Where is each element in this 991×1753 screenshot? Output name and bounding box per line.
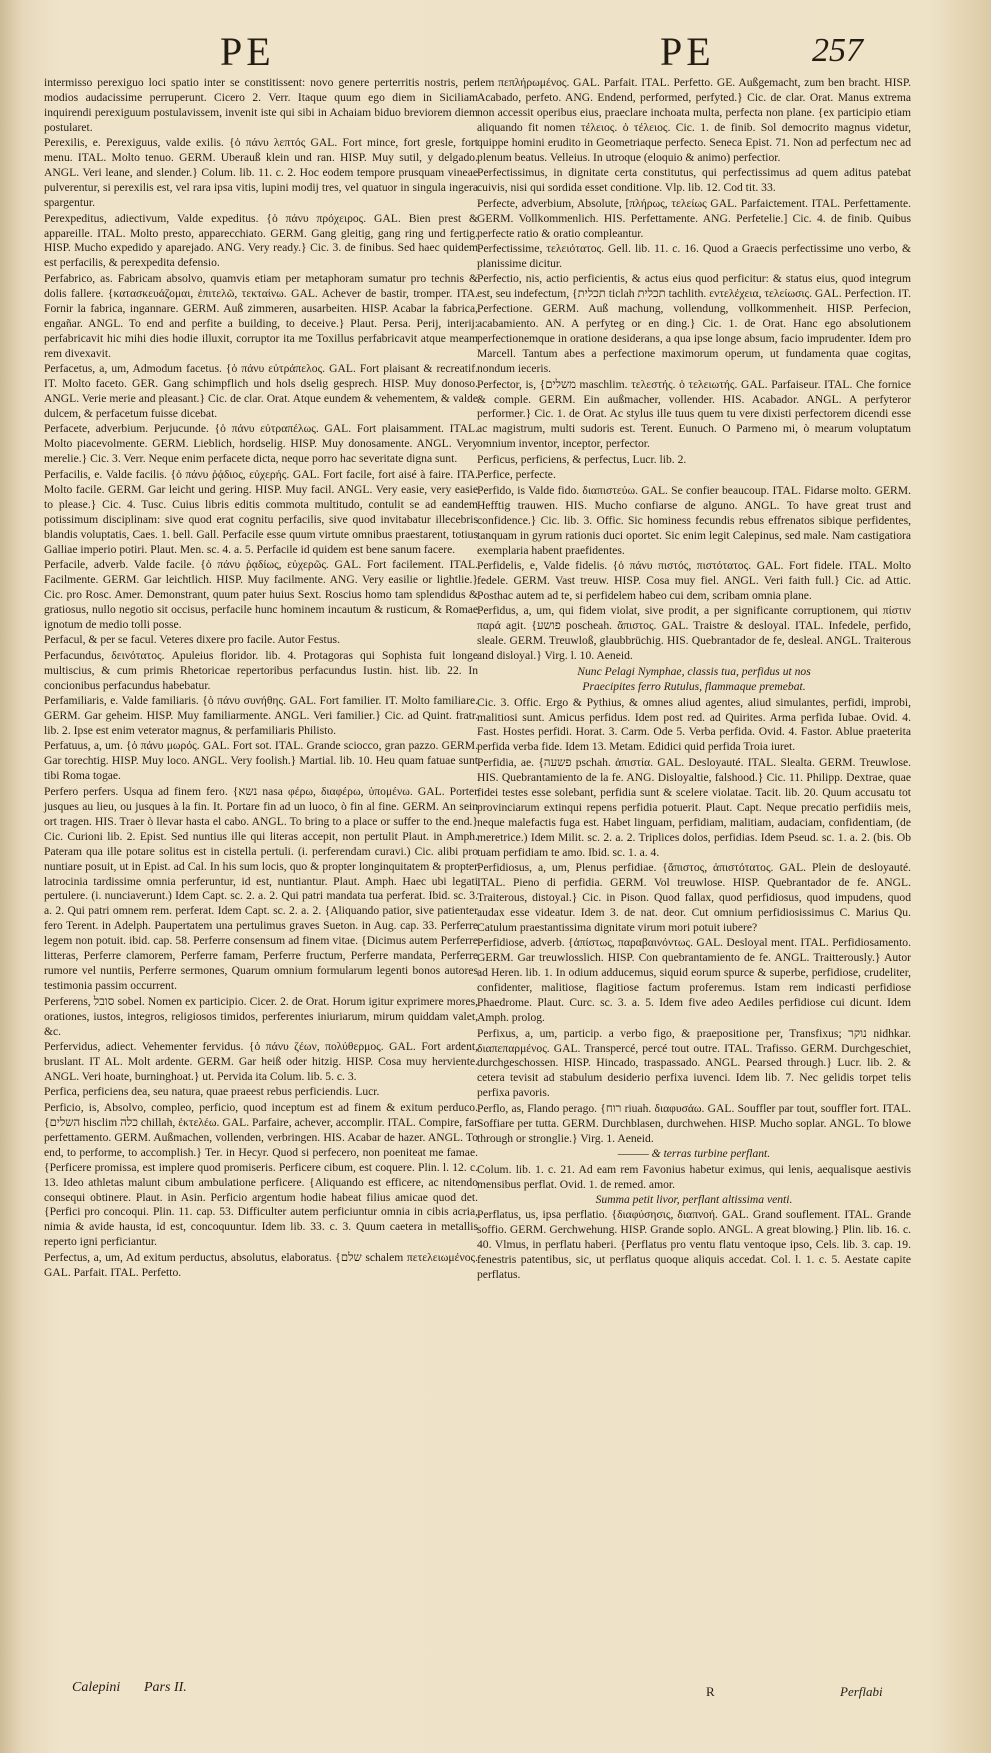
entry-perfectissime: Perfectissime, τελειότατος. Gell. lib. 11. c. 16. Quod a Graecis perfectissime uno verbo, & planissime dicitur. [477, 241, 911, 270]
verse-line: ——— & terras turbine perflant. [617, 1147, 771, 1161]
entry-perfacetus: Perfacetus, a, um, Admodum facetus. {ὁ πάνυ εὐτράπελος. GAL. Fort plaisant & recreatif. IT. Molto faceto. GER. Gang schimpflich und hols dselig gesprech. HISP. Muy donoso. ANGL. Verie merie and pleasant.} Cic. de clar. Orat. Atque eundem & vehementem, & valde dulcem, & perfacetum fuisse dicebat. [44, 362, 478, 420]
entry-perexilis: Perexilis, e. Perexiguus, valde exilis. {ὁ πάνυ λεπτός GAL. Fort mince, fort gresle, fort menu. ITAL. Molto tenuo. GERM. Uberauß klein und ran. HISP. Muy sutil, y delgado. ANGL. Veri leane, and slender.} Colum. lib. 11. c. 2. Hoc eodem tempore prusquam vineae pulverentur, si perexilis est, vel rara ipsa vitis, lupini modij tres, vel quatuor in singula ingera spargentur. [44, 136, 478, 210]
entry-perfectio: Perfectio, nis, actio perficientis, & actus eius quod perficitur: & status eius, quod integrum est, seu indefectum, {תכלית ticlah תכלית tachlith. εντελέχεια, τελείωσις. GAL. Perfection. IT. Perfectione. GERM. Auß machung, vollendung, vollkommenheit. HISP. Perfecion, acabamiento. AN. A perfyteg or en ding.} Cic. 1. de Orat. Hanc ego absolutionem perfectionemque in oratione desiderans, a qua ipse longe absum, facio imprudenter. Idem pro Marcell. Tantum abes a perfectione maximorum operum, ut fundamenta quae cogitas, nondum ieceris. [477, 272, 911, 376]
entry-perflo-citations: Colum. lib. 1. c. 21. Ad eam rem Favonius habetur eximus, qui lenis, aequalisque aestivis mensibus perflat. Ovid. 1. de remed. amor. [477, 1162, 911, 1191]
entry-perfido: Perfido, is Valde fido. διαπιστεύω. GAL. Se confier beaucoup. ITAL. Fidarse molto. GERM. Hefftig trauwen. HIS. Mucho confiarse de alguno. ANGL. To have great trust and confidence.} Cic. lib. 3. Offic. Sic hominess fecundis rebus effrenatos sibique perfidentes, tanquam in gyrum rationis duci oportet. Sic enim legit Calepinus, sed male. Nam castigatiora exemplaria habent praefidentes. [477, 483, 911, 557]
page-footer [44, 1680, 478, 1704]
entry-perfidelis: Perfidelis, e, Valde fidelis. {ὁ πάνυ πιστός, πιστότατος. GAL. Fort fidele. ITAL. Molto fedele. GERM. Vast treuw. HISP. Cosa muy fiel. ANGL. Veri faith full.} Cic. ad Attic. Posthac autem ad te, si perfidelem habeo cui dem, scribam omnia plane. [477, 559, 911, 602]
entry-perfacul: Perfacul, & per se facul. Veteres dixere pro facile. Autor Festus. [44, 633, 340, 647]
part-label: Pars II. [144, 1680, 187, 1695]
page-number: 257 [812, 32, 863, 69]
header-left: PE [220, 29, 275, 74]
entry-perfabrico: Perfabrico, as. Fabricam absolvo, quamvis etiam per metaphoram sumatur pro technis & dolis fallere. {κατασκευάζομαι, ἐπιτελῶ, τεκταίνω. GAL. Achever de bastir, tromper. ITA. Fornir la fabrica, ingannare. GERM. Auß zimmeren, ausarbeiten. HISP. Acabar la fabrica, engañar. ANGL. To end and perfite a building, to deceive.} Plaut. Persa. Perij, interij: perfabricavit hic mihi dies hodie illuxit, corruptor ita me Toxillus perfabricavit atque meam rem divexavit. [44, 271, 478, 360]
header-right: PE [660, 29, 715, 74]
entry-perfacilis: Perfacilis, e. Valde facilis. {ὁ πάνυ ῥᾴδιος, εὐχερής. GAL. Fort facile, fort aisé à faire. ITA. Molto facile. GERM. Gar leicht und gering. HISP. Muy facil. ANGL. Very easie, very easie to please.} Cic. 4. Tusc. Cuius libris editis commota multitudo, contulit se ad eandem potissimum disciplinam: sive quod erat cognitu perfacilis, sive quod invitabatur illecebris blandis voluptatis, Caes. 1. bell. Gall. Perfacile esse quum virtute omnibus praestarent, totius Galliae imperio potiri. Plaut. Men. sc. 4. a. 5. Perfacile id quidem est bene sanum facere. [44, 467, 478, 556]
entry-perfero: Perfero perfers. Usqua ad finem fero. {נשא nasa φέρω, διαφέρω, ὑπομένω. GAL. Porter jusques au lieu, ou jusques à la fin. It. Portare fin ad un luoco, ò fin al fine. GERM. An sein ort tragen. HIS. Traer ò llevar hasta el cabo. ANGL. To bring to a place or suffer to the end.} Cic. Curioni lib. 2. Epist. Sed nuntius ille qui literas accepit, non pertulit Plaut. in Amph. Pateram qua ille potare solitus est in cistella pertuli. (i. perferendam curavi.) Cic. alibi pro nuntiare posuit, ut in Epist. ad Cal. In his sum locis, quo & propter longinquitatem & propter latrocinia tardissime omnia perferuntur, id est, nuntiantur. Plaut. Amph. Haec ubi legati pertulere. (i. nunciaverunt.) Idem Capt. sc. 2. a. 2. Qui patri mandata tua perferat. Ibid. sc. 3. a. 2. Qui patri omnem rem. perferat. Idem Capt. sc. 2. a. 2. {Aliquando patior, sive patienter fero Terent. in Adelph. Paupertatem una pertulimus graves Sueton. in Aug. cap. 33. Perferre legem non potuit. ibid. cap. 58. Perferre consensum ad finem vitae. {Dicimus autem Perferre litteras, Perferre clamorem, Perferre famam, Perferre fructum, Perferre mandata, Perferre rumore vel nuntiis, Perferre sermones, Quarum omnium formularum legenti bonos autores testimonia passim occurrent. [44, 784, 478, 993]
entry-perfacete: Perfacete, adverbium. Perjucunde. {ὁ πάνυ εὐτραπέλως. GAL. Fort plaisamment. ITAL. Molto piacevolmente. GERM. Lieblich, hordselig. HISP. Muy donosamente. ANGL. Very merelie.} Cic. 3. Verr. Neque enim perfacete dicta, neque porro hac severitate digna sunt. [44, 422, 478, 466]
signature-mark: Calepini [72, 1680, 121, 1695]
entry-perexpeditus: Perexpeditus, adiectivum, Valde expeditus. {ὁ πάνυ πρόχειρος. GAL. Bien prest & appareille. ITAL. Molto presto, apparecchiato. GERM. Gang gleitig, gang ring und fertig. HISP. Mucho expedido y aparejado. ANG. Very ready.} Cic. 3. de finibus. Sed haec quidem est perfacilis, & perexpedita defensio. [44, 211, 478, 270]
left-column [44, 76, 478, 1281]
entry-perexiguo-continued: intermisso perexiguo loci spatio inter se constitissent: novo genere perterritis nostris, per modios audacissime perruperunt. Cicero 2. Verr. Itaque quum ego diem in Siciliam inquirendi perexiguum postulavissem, invenit iste qui sibi in Achaiam biduo breviorem diem postularet. [44, 76, 478, 134]
entry-perfice: Perfice, perfecte. [477, 468, 556, 482]
entry-perfervidus: Perfervidus, adiect. Vehementer fervidus. {ὁ πάνυ ζέων, πολύθερμος. GAL. Fort ardent, bruslant. IT AL. Molt ardente. GERM. Gar heiß oder hitzig. HISP. Cosa muy herviente. ANGL. Veri hoate, burninghoat.} ut. Pervida ita Colum. lib. 5. c. 3. [44, 1040, 478, 1083]
entry-perfatuus: Perfatuus, a, um. {ὁ πάνυ μωρός. GAL. Fort sot. ITAL. Grande sciocco, gran pazzo. GERM. Gar torechtig. HISP. Muy loco. ANGL. Very foolish.} Martial. lib. 10. Heu quam fatuae sunt tibi Roma togae. [44, 739, 478, 783]
right-column [477, 76, 911, 1284]
entry-perfectus: Perfectus, a, um, Ad exitum perductus, absolutus, elaboratus. {שלם schalem πετελειωμένος. GAL. Parfait. ITAL. Perfetto. [44, 1250, 478, 1279]
entry-perfectus-continued: lem πεπλήρωμένος. GAL. Parfait. ITAL. Perfetto. GE. Außgemacht, zum ben bracht. HISP. Acabado, perfeto. ANG. Endend, performed, perfyted.} Cic. de clar. Orat. Manus extrema non accessit operibus eius, praeclare inchoata multa, perfecta non plane. {ex participio etiam aliquando fit nomen τέλειος. ὁ τέλειος. Cic. 1. de finib. Sol democrito magnus videtur, quippe homini erudito in Geometriaque perfecto. Seneca Epist. 71. Non ad perfectum nec ad plenum beatus. Velleius. In utroque (eloquio & animo) perfectior. [477, 76, 911, 164]
entry-perfidiose: Perfidiose, adverb. {ἀπίστως, παραβαινόντως. GAL. Desloyal ment. ITAL. Perfidiosamento. GERM. Gar treuwlosslich. HISP. Con quebrantamiento de fe. ANGL. Traitterously.} Autor ad Heren. lib. 1. In odium adducemus, siquid eorum spurce & superbe, perfidiose, crudeliter, confidenter, malitiose, flagitiose factum proferemus. Istam rem indicasti perfidiose Phaedrome. Plaut. Curc. sc. 3. a. 5. Idem five adeo Aediles perfidiose cui dicunt. Idem Amph. prolog. [477, 936, 911, 1025]
entry-perfector: Perfector, is, {משלים maschlim. τελεστής. ὁ τελειωτής. GAL. Parfaiseur. ITAL. Che fornice & comple. GERM. Ein außmacher, vollender. HIS. Acabador. ANGL. A perfyteror performer.} Cic. 1. de Orat. Ac stylus ille tuus quem tu vere dixisti perfectorem dicendi esse ac magistrum, multi sudoris est. Terent. Eunuch. O Parmeno mi, ò mearum voluptatum omnium inventor, inceptor, perfector. [477, 377, 911, 451]
entry-perfacundus: Perfacundus, δεινότατος. Apuleius floridor. lib. 4. Protagoras qui Sophista fuit longe multiscius, & cum primis Rhetoricae repertoribus perfacundus Iustin. hist. lib. 22. In concionibus perfacundus habebatur. [44, 648, 478, 692]
entry-perfecte: Perfecte, adverbium, Absolute, [πλήρως, τελείως GAL. Parfaictement. ITAL. Perfettamente. GERM. Vollkommenlich. HIS. Perfettamente. ANG. Perfetelie.] Cic. 4. de finib. Quibus perfecte ratio & oratio compleantur. [477, 196, 911, 240]
verse-line: Summa petit livor, perflant altissima venti. [595, 1193, 793, 1207]
entry-perficus: Perficus, perficiens, & perfectus, Lucr. lib. 2. [477, 452, 687, 466]
verse-line: Nunc Pelagi Nymphae, classis tua, perfidus ut nos [577, 664, 811, 678]
entry-perfixus: Perfixus, a, um, particip. a verbo figo, & praepositione per, Transfixus; נוקר nidhkar. διαπεπαρμένος. GAL. Transpercé, percé tout outre. ITAL. Trafisso. GERM. Durchgeschiet, durchgeschossen. HISP. Hincado, traspassado. ANGL. Pearsed through.} Lucr. lib. 2. & cetera tevisit ad stabulum desiderio perfixa iuvenci. Idem lib. 7. Nec gelidis torpet telis perfixa pavoris. [477, 1026, 911, 1100]
entry-perfacile: Perfacile, adverb. Valde facile. {ὁ πάνυ ῥᾳδίως, εὐχερῶς. GAL. Fort facilement. ITAL. Facilmente. GERM. Gar leichtlich. HISP. Muy facilmente. ANG. Very easilie or lightlie.} Cic. pro Rosc. Amer. Demonstrant, quum pater huius Sext. Roscius homo tam splendidus & gratiosus, nullo negotio sit occisus, perfacile hunc hominem incautum & rusticum, & Romae ignotum de medio tolli posse. [44, 558, 478, 631]
entry-perferens: Perferens, סובל sobel. Nomen ex participio. Cicer. 2. de Orat. Horum igitur exprimere mores, orationes, iustos, integros, religiosos timidos, perferentes iniuriarum, mirum quiddam valet, &c. [44, 994, 478, 1038]
verse-line: Praecipites ferro Rutulus, flammaque premebat. [582, 680, 806, 694]
entry-perflatus: Perflatus, us, ipsa perflatio. {διαφύσησις, διαπνοή. GAL. Grand souflement. ITAL. Grande soffio. GERM. Gerchwehung. HISP. Grande soplo. ANGL. A great blowing.} Plin. lib. 16. c. 40. Vlmus, in perflatu haberi. {Perflatus pro ventu flatu ventoque ipso, Cels. lib. 3. cap. 19. fenestris patentibus, sic, ut perflatus quoque aliquis accedat. Col. l. 1. c. 5. Aestate capite perflatus. [477, 1208, 911, 1282]
entry-perflo: Perflo, as, Flando perago. {רוח riuah. διαφυσάω. GAL. Souffler par tout, souffler fort. ITAL. Soffiare per tutta. GERM. Durchblasen, durchwehen. HISP. Mucho soplar. ANGL. To blowe through or stronglie.} Virg. 1. Aeneid. [477, 1101, 912, 1145]
entry-perfectissimus: Perfectissimus, in dignitate certa constitutus, qui perfectissimus ad quem aditus patebat cuivis, nisi qui sordida esset conditione. Vlp. lib. 12. Cod tit. 33. [477, 166, 911, 195]
running-header [0, 28, 991, 76]
entry-perfidus-citations: Cic. 3. Offic. Ergo & Pythius, & omnes aliud agentes, aliud simulantes, perfidi, improbi, malitiosi sunt. Amicus perfidus. Idem post red. ad Quirites. Arma perfida Iubae. Ovid. 4. Fast. Hostes perfidi. Horat. 3. Carm. Ode 5. Verba perfida. Ovid. 4. Fastor. Ablue praeterita perfida verba fide. Idem 13. Metam. Edidici quid perfida Troia iuret. [477, 695, 911, 754]
entry-perfidiosus: Perfidiosus, a, um, Plenus perfidiae. {ἄπιστος, ἀπιστότατος. GAL. Plein de desloyauté. ITAL. Pieno di perfidia. GERM. Vol treuwlose. HISP. Quebrantador de fe. ANGL. Traiterous, distoyal.} Cic. in Pison. Quod fallax, quod perfidiosus, quod impudens, quod audax esse videatur. Idem 3. de nat. deor. Cut omnium perfidiosissimus C. Marius Qu. Catulum praestantissima dignitate virum mori potuit iubere? [477, 861, 911, 934]
entry-perfamiliaris: Perfamiliaris, e. Valde familiaris. {ὁ πάνυ συνήθης. GAL. Fort familier. IT. Molto familiare. GERM. Gar geheim. HISP. Muy familiarmente. ANGL. Veri familier.} Cic. ad Quint. fratr. lib. 2. Ipse est enim veterator magnus, & perfamiliaris Philisto. [44, 694, 478, 737]
entry-perfidia: Perfidia, ae. {פשעה pschah. ἀπιστία. GAL. Desloyauté. ITAL. Slealta. GERM. Treuwlose. HIS. Quebrantamiento de la fe. ANG. Disloyaltie, falshood.} Cic. 11. Philipp. Dextrae, quae fidei testes esse solebant, perfidia sunt & scelere violatae. Tacit. lib. 20. Quum accusatu tot provinciarum extinqui repens perfidia potuerit. Plaut. Capt. Neque precatio perfidiis meis, neque malefactis fuga est. Habet linguam, perfidiam, malitiam, audaciam, confidentiam, (de meretrice.) Idem Milit. sc. 2. a. 2. Triplices dolos, perfidias. Idem Pseud. sc. 1. a. 2. (bis. Ob tuam perfidiam te amo. Ibid. sc. 1. a. 4. [477, 755, 912, 859]
entry-perfidus: Perfidus, a, um, qui fidem violat, sive prodit, a per significante corruptionem, qui πίστιν παρά agit. {פושע poscheah. ἄπιστος. GAL. Traistre & desloyal. ITAL. Infedele, perfido, sleale. GERM. Treuwloß, glaubbrüchig. HIS. Quebrantador de fe, desleal. ANGL. Traiterous and disloyal.} Virg. l. 10. Aeneid. [477, 604, 911, 663]
entry-perfica: Perfica, perficiens dea, seu natura, quae praeest rebus perficiendis. Lucr. [44, 1085, 380, 1099]
entry-perficio: Perficio, is, Absolvo, compleo, perficio, quod inceptum est ad finem & exitum perduco. {השלים hisclim כלה chillah, ἐκτελέω. GAL. Parfaire, achever, accomplir. ITAL. Compire, far perfettamento. GERM. Außmachen, vollenden, verbringen. HIS. Acabar de hazer. ANGL. To end, to performe, to accomplish.} Ter. in Hecyr. Quod si perfecero, non poeniteat me famae. {Perficere promissa, est implere quod promiseris. Perficere cibum, est coquere. Plin. l. 12. c. 13. Ideo athletas malunt cibum ambulatione perficere. {Aliquando est efficere, ac nitendo consequi obtinere. Plaut. in Asin. Perficio argentum hodie habeat filius amicae quod det. {Perfici pro concoqui. Plin. 11. cap. 53. Difficulter autem perficiuntur omnia in cibis acria, nimia & avide hausta, id est, concoquuntur. Idem lib. 33. c. 3. Quum caetera in metallis reperto igni perficiantur. [44, 1100, 478, 1249]
catchword: Perflabi [840, 1684, 883, 1699]
register-mark: R [706, 1684, 715, 1699]
